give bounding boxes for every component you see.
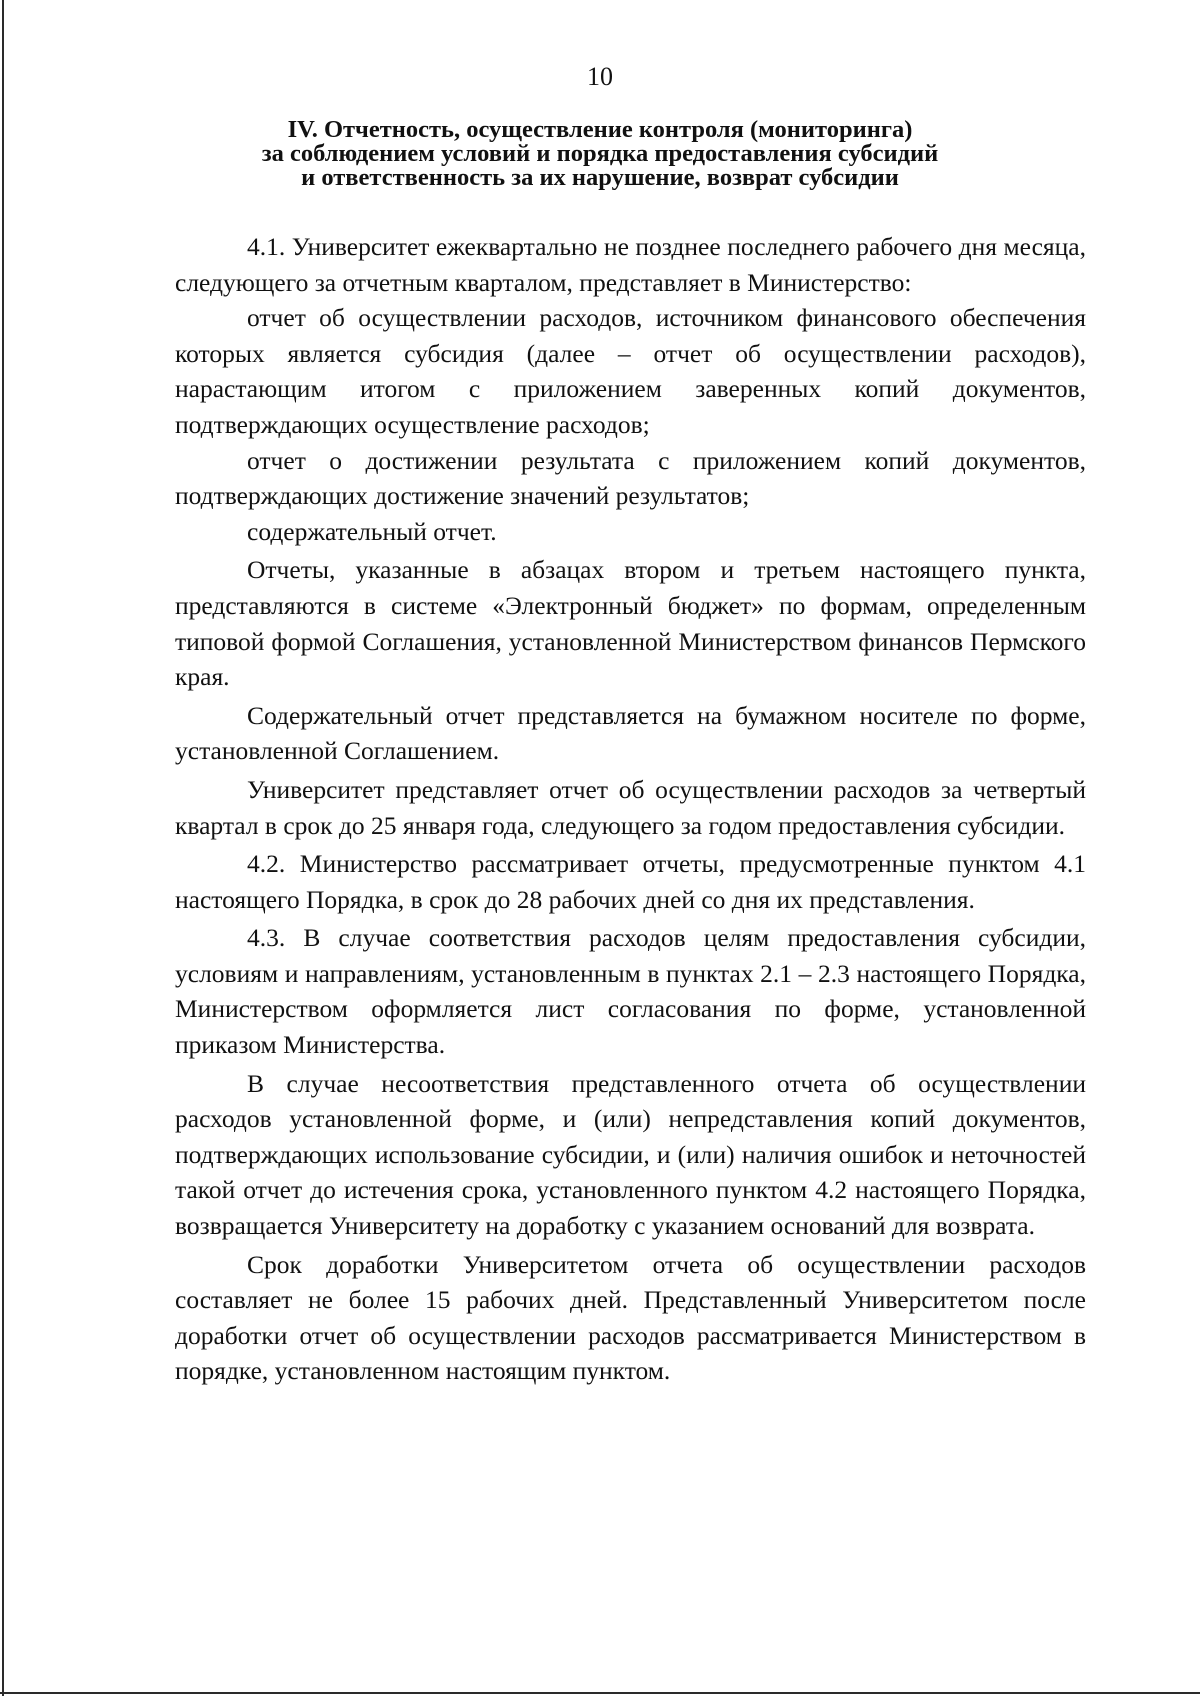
paragraph-expense-report: отчет об осуществлении расходов, источником финансового обеспечения которых является субсидия (далее – отчет об осуществлении расходов), нарастающим итогом с приложением заверенных копий документов, подтверждающих осуществление расходов; (175, 303, 1086, 439)
page-number: 10 (587, 62, 613, 91)
paragraph-content-report: содержательный отчет. (247, 516, 497, 546)
scan-edge-left (2, 0, 4, 1696)
section-heading-line-2: за соблюдением условий и порядка предоставления субсидий (261, 140, 939, 167)
paragraph-revision-term: Срок доработки Университетом отчета об осуществлении расходов составляет не более 15 рабочих дней. Представленный Университетом после доработки отчет об осуществлении расходов рассматривается Министерством в порядке, установленном настоящим пунктом. (175, 1249, 1086, 1386)
section-heading-line-1: IV. Отчетность, осуществление контроля (мониторинга) (287, 116, 913, 143)
paragraph-electronic-budget: Отчеты, указанные в абзацах втором и третьем настоящего пункта, представляются в системе «Электронный бюджет» по формам, определенным типовой формой Соглашения, установленной Министерством финансов Пермского края. (175, 555, 1086, 692)
paragraph-4-1: 4.1. Университет ежеквартально не позднее последнего рабочего дня месяца, следующего за отчетным кварталом, представляет в Министерство: (175, 232, 1086, 297)
paragraph-paper-report: Содержательный отчет представляется на бумажном носителе по форме, установленной Соглашением. (175, 700, 1086, 766)
section-heading (160, 118, 1040, 190)
paragraph-fourth-quarter: Университет представляет отчет об осуществлении расходов за четвертый квартал в срок до 25 января года, следующего за годом предоставления субсидии. (175, 774, 1086, 840)
paragraph-result-report: отчет о достижении результата с приложением копий документов, подтверждающих достижение значений результатов; (175, 445, 1086, 511)
paragraph-mismatch: В случае несоответствия представленного отчета об осуществлении расходов установленной форме, и (или) непредставления копий документов, подтверждающих использование субсидии, и (или) наличия ошибок и неточностей такой отчет до истечения срока, установленного пунктом 4.2 настоящего Порядка, возвращается Университету на доработку с указанием оснований для возврата. (175, 1068, 1086, 1241)
document-body (175, 229, 1086, 1389)
scan-edge-bottom (0, 1692, 1200, 1694)
paragraph-4-3: 4.3. В случае соответствия расходов целям предоставления субсидии, условиям и направлениям, установленным в пунктах 2.1 – 2.3 настоящего Порядка, Министерством оформляется лист согласования по форме, установленной приказом Министерства. (175, 923, 1086, 1060)
section-heading-line-3: и ответственность за их нарушение, возврат субсидии (301, 164, 899, 191)
paragraph-4-2: 4.2. Министерство рассматривает отчеты, предусмотренные пунктом 4.1 настоящего Порядка, в срок до 28 рабочих дней со дня их представления. (175, 849, 1086, 914)
